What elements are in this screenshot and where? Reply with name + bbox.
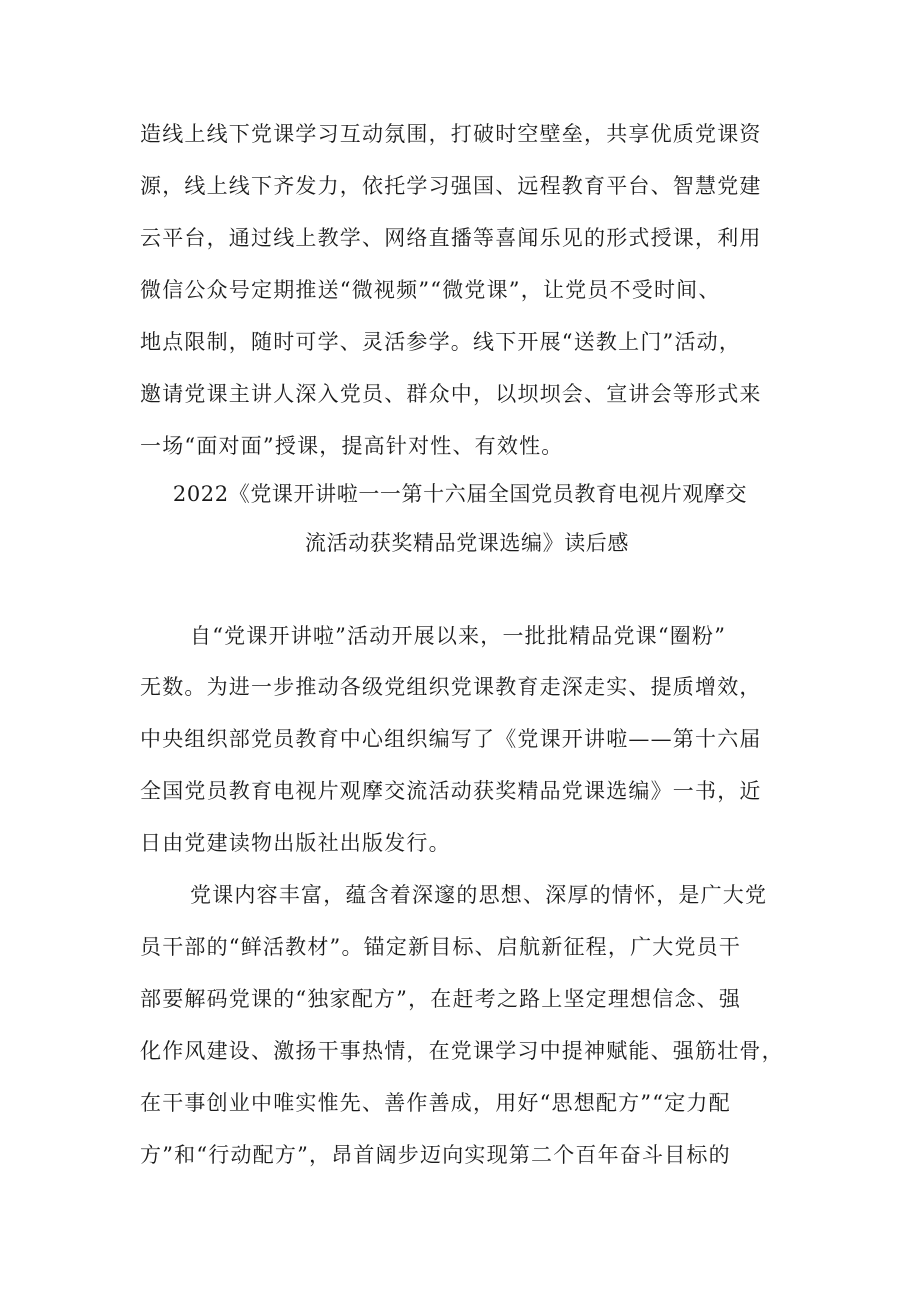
- text-line: 员干部的“鲜活教材”。锚定新目标、启航新征程，广大党员干: [140, 935, 742, 959]
- text-line: 日由党建读物出版社出版发行。: [140, 831, 451, 855]
- text-line: 党课内容丰富，蕴含着深邃的思想、深厚的情怀，是广大党: [190, 883, 768, 907]
- text-line: 无数。为进一步推动各级党组织党课教育走深走实、提质增效，: [140, 675, 762, 699]
- text-line: 微信公众号定期推送“微视频”“微党课”，让党员不受时间、: [140, 278, 721, 302]
- text-line: 一场“面对面”授课，提高针对性、有效性。: [140, 434, 564, 458]
- title-line: 2022《党课开讲啦一一第十六届全国党员教育电视片观摩交: [172, 482, 748, 506]
- text-line: 化作风建设、激扬干事热情，在党课学习中提神赋能、强筋壮骨，: [140, 1039, 784, 1063]
- title-line: 流活动获奖精品党课选编》读后感: [305, 531, 629, 555]
- text-line: 方”和“行动配方”，昂首阔步迈向实现第二个百年奋斗目标的: [140, 1143, 731, 1167]
- text-line: 云平台，通过线上教学、网络直播等喜闻乐见的形式授课，利用: [140, 226, 762, 250]
- text-line: 在干事创业中唯实惟先、善作善成，用好“思想配方”“定力配: [140, 1091, 731, 1115]
- text-line: 全国党员教育电视片观摩交流活动获奖精品党课选编》一书，近: [140, 779, 762, 803]
- text-line: 造线上线下党课学习互动氛围，打破时空壁垒，共享优质党课资: [140, 122, 762, 146]
- text-line: 部要解码党课的“独家配方”，在赶考之路上坚定理想信念、强: [140, 987, 742, 1011]
- text-line: 源，线上线下齐发力，依托学习强国、远程教育平台、智慧党建: [140, 174, 762, 198]
- text-line: 中央组织部党员教育中心组织编写了《党课开讲啦——第十六届: [140, 727, 762, 751]
- text-line: 自“党课开讲啦”活动开展以来，一批批精品党课“圈粉”: [190, 624, 727, 648]
- text-line: 地点限制，随时可学、灵活参学。线下开展“送教上门”活动，: [140, 330, 742, 354]
- text-line: 邀请党课主讲人深入党员、群众中，以坝坝会、宣讲会等形式来: [140, 382, 762, 406]
